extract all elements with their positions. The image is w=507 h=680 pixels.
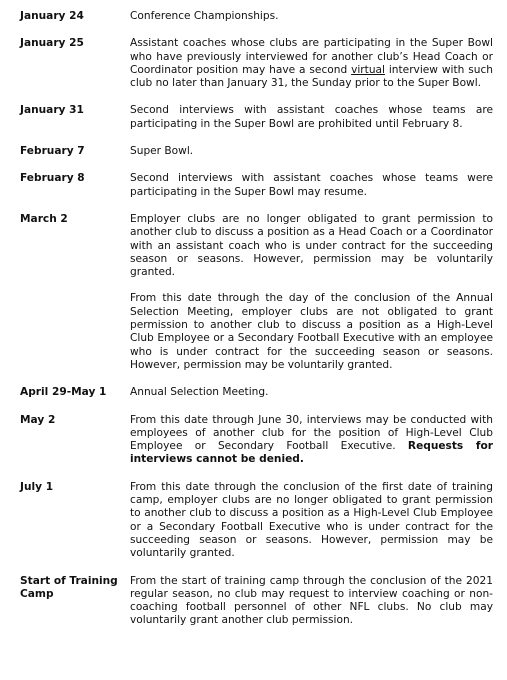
entry-description (130, 172, 493, 199)
entry-description (130, 213, 493, 372)
schedule-entry-july-1 (20, 481, 493, 561)
entry-description (130, 104, 493, 131)
entry-description (130, 414, 493, 467)
schedule-entry-february-7 (20, 145, 493, 158)
entry-paragraph (130, 37, 493, 90)
entry-date: January 24 (20, 10, 84, 22)
entry-date: March 2 (20, 212, 68, 225)
schedule-entry-march-2 (20, 213, 493, 372)
entry-date: January 31 (20, 104, 84, 117)
entry-date: Start of Training Camp (20, 574, 118, 600)
schedule-entry-april-29-may-1 (20, 386, 493, 399)
entry-paragraph: Second interviews with assistant coaches whose teams were participating in the Super Bowl may resume. (130, 172, 493, 198)
entry-description (130, 386, 493, 399)
entry-text: Assistant coaches whose clubs are participating in the Super Bowl who have previously interviewed for another club’s Head Coach or Coordinator position may have a second (130, 37, 493, 76)
entry-text: From this date through June 30, interviews may be conducted with employees of another club for the position of High-Level Club Employee or Secondary Football Executive. (130, 413, 493, 453)
schedule-entry-may-2 (20, 414, 493, 467)
entry-description (130, 10, 493, 23)
underlined-text: virtual (351, 63, 385, 76)
entry-paragraph: Conference Championships. (130, 10, 279, 22)
entry-date: May 2 (20, 413, 56, 426)
schedule-entry-start-of-training-camp (20, 575, 493, 628)
entry-paragraph: From the start of training camp through the conclusion of the 2021 regular season, no club may request to interview coaching or non-coaching football personnel of other NFL clubs. No club may voluntarily grant another club permission. (130, 574, 493, 627)
entry-date: February 7 (20, 145, 85, 158)
entry-paragraph: Super Bowl. (130, 145, 194, 158)
entry-paragraph: Second interviews with assistant coaches whose teams are participating in the Super Bowl are prohibited until February 8. (130, 104, 493, 130)
bold-notice: Requests for interviews cannot be denied. (130, 440, 493, 466)
schedule-entry-january-25 (20, 37, 493, 90)
schedule-entry-january-24 (20, 10, 493, 23)
entry-paragraph: From this date through the conclusion of the first date of training camp, employer clubs are no longer obligated to grant permission to another club to discuss a position as a High-Level Club Employee or a Secondary Football Executive who is under contract for the succeeding season or seasons. However, permission may be voluntarily granted. (130, 480, 493, 560)
entry-paragraph: Annual Selection Meeting. (130, 386, 269, 399)
schedule-entry-january-31 (20, 104, 493, 131)
entry-description (130, 37, 493, 90)
entry-paragraph: From this date through the day of the conclusion of the Annual Selection Meeting, employer clubs are not obligated to grant permission to another club to discuss a position as a High-Level Club Employee or a Secondary Football Executive with an employee who is under contract for the succeeding season or seasons. However, permission may be voluntarily granted. (130, 292, 493, 371)
entry-date: April 29-May 1 (20, 386, 107, 399)
entry-description (130, 575, 493, 628)
entry-description (130, 481, 493, 561)
entry-paragraph (130, 414, 493, 467)
entry-date: February 8 (20, 172, 85, 185)
entry-date: January 25 (20, 37, 84, 50)
entry-description (130, 145, 493, 158)
entry-text: interview with such club no later than January 31, the Sunday prior to the Super Bowl. (130, 63, 493, 90)
schedule-entry-february-8 (20, 172, 493, 199)
entry-date: July 1 (20, 480, 54, 493)
entry-paragraph: Employer clubs are no longer obligated to grant permission to another club to discuss a position as a Head Coach or a Coordinator with an assistant coach who is under contract for the succeeding season or seasons. However, permission may be voluntarily granted. (130, 212, 493, 279)
